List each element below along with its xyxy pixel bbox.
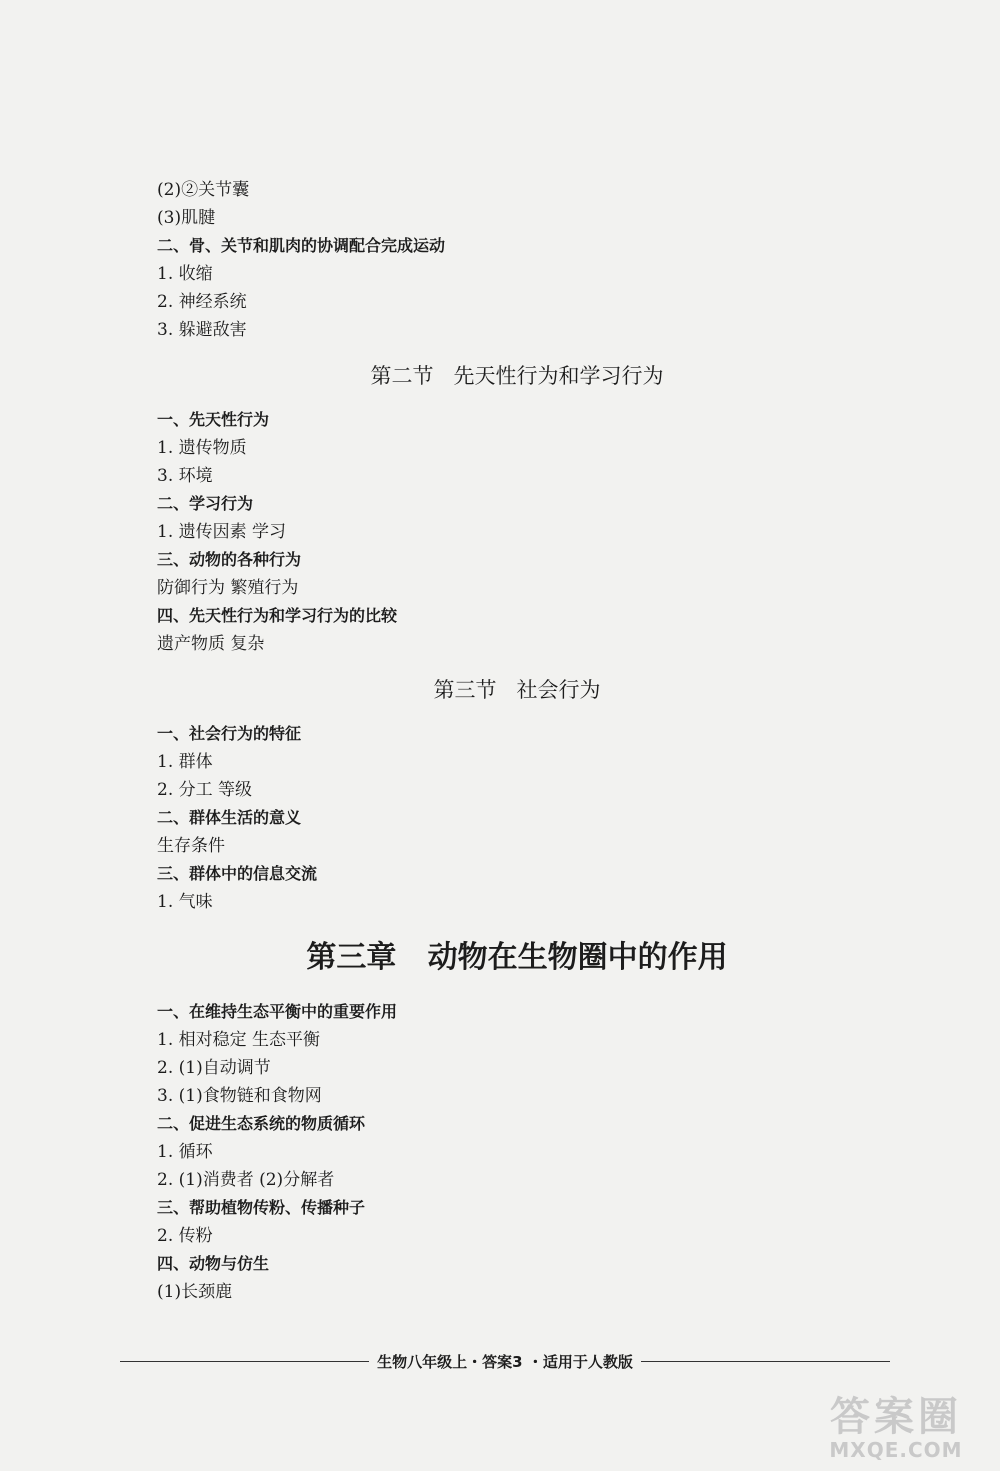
subheading: 二、群体生活的意义 (157, 808, 302, 827)
answer-line: 生存条件 (157, 836, 225, 856)
answer-line: (2)②关节囊 (157, 180, 250, 200)
answer-line: 2. 分工 等级 (157, 780, 253, 800)
top-lines (157, 176, 877, 344)
answer-line: 防御行为 繁殖行为 (157, 578, 299, 598)
answer-line: 3. 环境 (157, 466, 213, 486)
subheading: 一、在维持生态平衡中的重要作用 (157, 1002, 398, 1021)
answer-line: 1. 气味 (157, 892, 213, 912)
subheading: 三、群体中的信息交流 (157, 864, 318, 883)
subheading: 三、动物的各种行为 (157, 550, 302, 569)
section-2-lines (157, 406, 877, 658)
chapter-heading-3: 第三章 动物在生物圈中的作用 (306, 940, 728, 975)
answer-line: 1. 收缩 (157, 264, 213, 284)
answer-line: (3)肌腱 (157, 208, 216, 228)
page-footer (120, 1348, 890, 1374)
answer-line: 3. 躲避敌害 (157, 320, 247, 340)
subheading: 一、先天性行为 (157, 410, 270, 429)
answer-line: 2. 神经系统 (157, 292, 247, 312)
section-3-lines (157, 720, 877, 916)
answer-line: 2. (1)消费者 (2)分解者 (157, 1170, 335, 1190)
answer-content (157, 176, 877, 1306)
answer-line: 1. 遗传物质 (157, 438, 247, 458)
subheading: 四、先天性行为和学习行为的比较 (157, 606, 398, 625)
watermark-logo (806, 1395, 986, 1465)
subheading: 二、促进生态系统的物质循环 (157, 1114, 366, 1133)
answer-line: 遗产物质 复杂 (157, 634, 265, 654)
subheading: 二、学习行为 (157, 494, 254, 513)
answer-line: 3. (1)食物链和食物网 (157, 1086, 322, 1106)
subheading: 一、社会行为的特征 (157, 724, 302, 743)
subheading: 四、动物与仿生 (157, 1254, 270, 1273)
subheading: 二、骨、关节和肌肉的协调配合完成运动 (157, 236, 446, 255)
answer-line: 2. 传粉 (157, 1226, 213, 1246)
answer-line: 1. 循环 (157, 1142, 213, 1162)
answer-line: (1)长颈鹿 (157, 1282, 233, 1302)
answer-line: 1. 遗传因素 学习 (157, 522, 287, 542)
footer-text: 生物八年级上・答案3 ・适用于人教版 (377, 1352, 633, 1371)
chapter-3-lines (157, 998, 877, 1306)
answer-line: 1. 相对稳定 生态平衡 (157, 1030, 321, 1050)
section-heading-2: 第二节 先天性行为和学习行为 (370, 364, 664, 388)
section-heading-3: 第三节 社会行为 (433, 678, 601, 702)
answer-line: 1. 群体 (157, 752, 213, 772)
answer-line: 2. (1)自动调节 (157, 1058, 271, 1078)
watermark-site-text: MXQE.COM (829, 1438, 963, 1462)
subheading: 三、帮助植物传粉、传播种子 (157, 1198, 366, 1217)
watermark-logo-text: 答案圈 (830, 1394, 962, 1440)
footer-rule-left (120, 1361, 369, 1362)
footer-rule-right (641, 1361, 890, 1362)
